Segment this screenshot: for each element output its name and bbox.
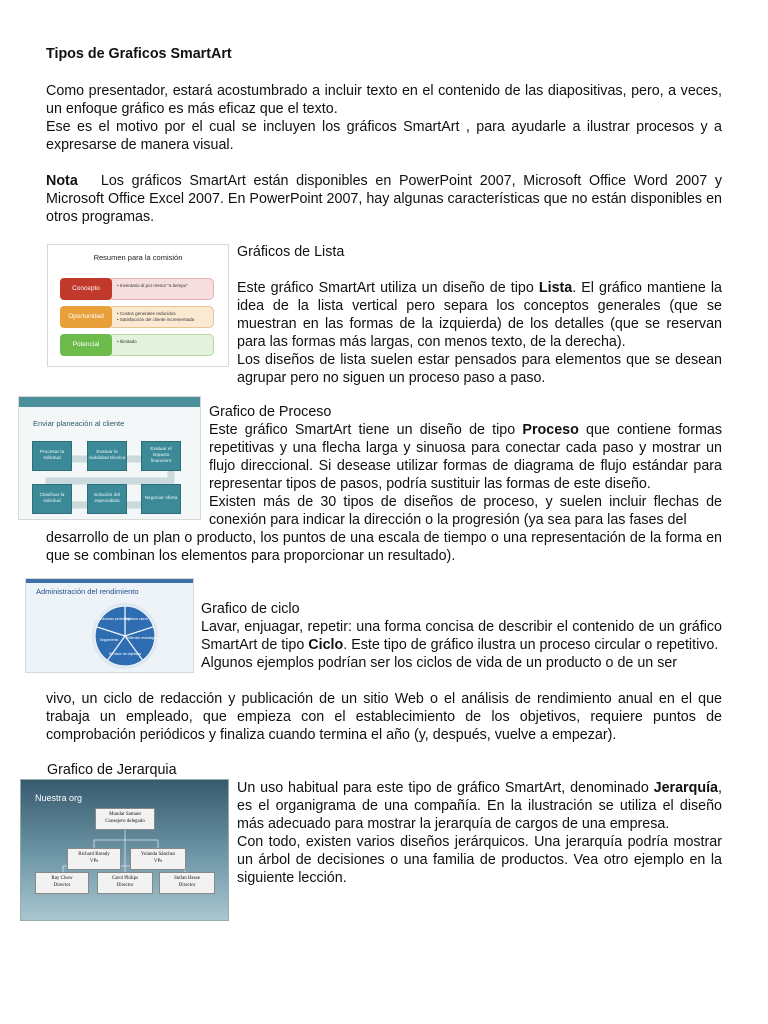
list-figure-concept: Concepto (60, 278, 112, 300)
hierarchy-node-role: VPs (153, 859, 163, 864)
list-detail-text: • Costos generales reducidos (117, 311, 176, 316)
process-paragraph-2a: Existen más de 30 tipos de diseños de proceso, y suelen incluir flechas de conexión para indicar la dirección o la progresión (ya sea para las fases del (209, 494, 722, 528)
cycle-text: . Este tipo de gráfico ilustra un proceso circular o repetitivo. (343, 637, 719, 653)
list-body (237, 279, 722, 387)
cycle-paragraph-2b: vivo, un ciclo de redacción y publicación de un sitio Web o el análisis de rendimiento anual en el que trabaja un empleado, que empieza con el establecimiento de los objetivos, requiere puntos de comprobación periódicos y finaliza cuando termina el año (y, después, vuelve a empezar). (46, 691, 722, 743)
hierarchy-node-role: Consejero delegado (105, 819, 145, 824)
hierarchy-connectors (21, 780, 229, 921)
hierarchy-node-name: Stefan Hesse (174, 876, 200, 881)
cycle-segment-label: Revisión de objetivos (108, 652, 142, 656)
cycle-heading: Grafico de ciclo (201, 601, 300, 617)
hierarchy-node-mid (67, 848, 121, 870)
process-step-box: Evaluar el impacto financiero (141, 441, 181, 471)
cycle-text: Lavar, enjuagar, repetir: una forma concisa de describir el contenido de un gráfico SmartArt de tipo (201, 619, 722, 653)
list-detail-text: • Ilimitado (117, 339, 137, 344)
list-paragraph-1 (237, 279, 722, 351)
hierarchy-node-name: Carol Philips (111, 876, 139, 881)
list-detail-text: • Satisfacción del cliente incrementada (117, 317, 195, 322)
process-text: que contiene formas repetitivas y una flecha larga y sinuosa para conectar cada paso y mostrar un flujo direccional. Si desease utilizar formas de diagrama de flujo estándar para representar tipos de pasos, podría sustituir las formas de este diseño. (209, 422, 722, 492)
hierarchy-paragraph-1 (237, 779, 722, 833)
hierarchy-heading: Grafico de Jerarquia (47, 762, 177, 778)
process-smartart-image (18, 396, 201, 520)
hierarchy-node-role: Director (53, 883, 71, 888)
list-paragraph-2: Los diseños de lista suelen estar pensados para elementos que se desean agrupar pero no siguen un proceso paso a paso. (237, 352, 722, 386)
list-keyword: Lista (538, 280, 573, 296)
cycle-wheel-graphic (26, 579, 194, 673)
process-text: Este gráfico SmartArt tiene un diseño de tipo (209, 422, 523, 438)
list-figure-concept: Oportunidad (60, 306, 112, 328)
cycle-segment-label: Revisiones periódicas (97, 617, 131, 621)
hierarchy-node-bottom (97, 872, 153, 894)
hierarchy-node-mid (130, 848, 186, 870)
cycle-segment-label: Seguimiento (99, 638, 119, 642)
hierarchy-node-role: VPs (89, 859, 99, 864)
hierarchy-node-bottom (35, 872, 89, 894)
cycle-body-1 (201, 618, 722, 672)
process-body-1 (209, 421, 722, 529)
intro-paragraph-1: Como presentador, estará acostumbrado a incluir texto en el contenido de las diapositivas, pero, a veces, un enfoque gráfico es más eficaz que el texto. (46, 83, 722, 117)
list-figure-title: Resumen para la comisión (93, 253, 183, 262)
list-smartart-image (47, 244, 229, 367)
list-detail-text: • Inventario al por menor "a tiempo" (117, 283, 188, 288)
hierarchy-keyword: Jerarquía (653, 780, 719, 796)
process-paragraph-2b: desarrollo de un plan o producto, los puntos de una escala de tiempo o una representación de la forma en que se combinan los elementos para proporcionar un resultado). (46, 530, 722, 564)
hierarchy-node-role: Director (178, 883, 196, 888)
hierarchy-text: , es el organigrama de una compañía. En la ilustración se utiliza el diseño más adecuado para mostrar la jerarquía de cargos de una empresa. (237, 780, 722, 832)
list-figure-detail (108, 278, 214, 300)
note-label: Nota (46, 173, 78, 189)
process-step-box: Evaluar la viabilidad técnica (87, 441, 127, 471)
cycle-paragraph-1 (201, 618, 722, 654)
hierarchy-node-name: Mandar Samant (109, 812, 141, 817)
hierarchy-node-top (95, 808, 155, 830)
hierarchy-figure-title: Nuestra org (35, 793, 83, 803)
process-step-box: Clasificar la solicitud (32, 484, 72, 514)
cycle-figure-title: Administración del rendimiento (36, 587, 139, 596)
hierarchy-body (237, 779, 722, 887)
hierarchy-smartart-image (20, 779, 229, 921)
list-heading: Gráficos de Lista (237, 244, 345, 260)
cycle-smartart-image (25, 578, 194, 673)
cycle-paragraph-2a: Algunos ejemplos podrían ser los ciclos de vida de un producto o de un ser (201, 655, 678, 671)
cycle-segment-label: Objetivos claros (123, 617, 149, 621)
hierarchy-node-name: Yolanda Sánchez (140, 852, 176, 857)
process-keyword: Proceso (522, 422, 579, 438)
hierarchy-paragraph-2: Con todo, existen varios diseños jerárquicos. Una jerarquía podría mostrar un árbol de decisiones o una familia de productos. Vea otro ejemplo en la siguiente lección. (237, 834, 722, 886)
hierarchy-node-name: Richard Bready (78, 852, 110, 857)
process-heading: Grafico de Proceso (209, 404, 332, 420)
process-step-box: Negociar oferta (141, 484, 181, 514)
process-figure-title: Enviar planeación al cliente (33, 419, 125, 428)
hierarchy-node-role: Director (116, 883, 134, 888)
intro-paragraph-2: Ese es el motivo por el cual se incluyen los gráficos SmartArt , para ayudarle a ilustrar procesos y a expresarse de manera visual. (46, 119, 722, 153)
list-text: Este gráfico SmartArt utiliza un diseño de tipo (237, 280, 539, 296)
cycle-segment-label: Reflexión estratégica (126, 636, 158, 640)
process-step-box: Solución del especialista (87, 484, 127, 514)
hierarchy-node-name: Ray Chow (51, 876, 73, 881)
page-title: Tipos de Graficos SmartArt (46, 46, 232, 62)
hierarchy-node-bottom (159, 872, 215, 894)
note-block (46, 172, 722, 226)
list-figure-detail (108, 306, 214, 328)
process-step-box: Procesar la solicitud (32, 441, 72, 471)
intro-block (46, 82, 722, 154)
cycle-keyword: Ciclo (308, 637, 344, 653)
hierarchy-text: Un uso habitual para este tipo de gráfico SmartArt, denominado (237, 780, 654, 796)
list-text: . El gráfico mantiene la idea de la lista vertical pero separa los conceptos generales (que se muestran en las formas de la izquierda) de los detalles (que se reservan para las formas más largas, con menos texto, de la derecha). (237, 280, 722, 350)
note-text: Los gráficos SmartArt están disponibles en PowerPoint 2007, Microsoft Office Word 2007 y Microsoft Office Excel 2007. En PowerPoint 2007, hay algunas características que no están disponibles en otros programas. (46, 173, 723, 225)
list-figure-concept: Potencial (60, 334, 112, 356)
list-figure-detail (108, 334, 214, 356)
process-paragraph-1 (209, 421, 722, 493)
